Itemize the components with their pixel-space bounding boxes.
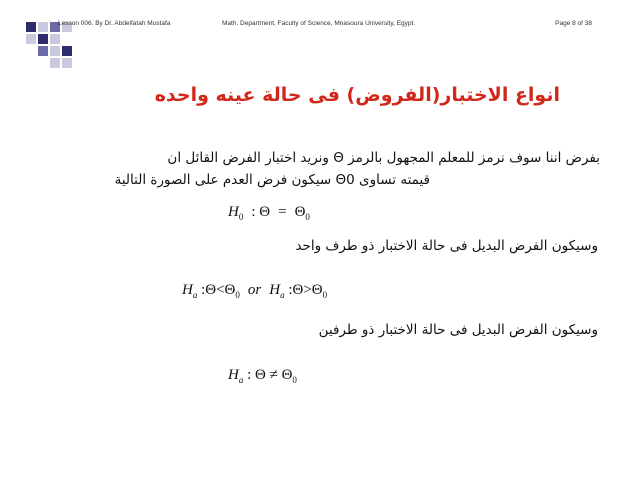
- body-line-2: قيمته تساوى Θ0 سيكون فرض العدم على الصورة التالية: [114, 172, 430, 188]
- header-page-number: Page 8 of 38: [555, 20, 592, 27]
- formula-one-sided: $H_a$ $:\Theta<\Theta_0$ or $H_a$ $:\Theta>\Theta_0$: [182, 282, 328, 300]
- formula-null-hypothesis: $H_0$ : $\Theta = \Theta_0$: [228, 204, 310, 222]
- body-line-1: بفرض اننا سوف نرمز للمعلم المجهول بالرمز Θ ونريد اختبار الفرض القائل ان: [167, 150, 600, 166]
- slide-title: انواع الاختبار(الفروض) فى حالة عينه واحده: [154, 84, 560, 106]
- header-lesson: Lesson 006. By Dr. Abdelfatah Mustafa: [58, 20, 171, 27]
- header-department: Math. Department, Faculty of Science, Mnasoura University, Egypt.: [222, 20, 416, 27]
- formula-two-sided: $H_a$ : $\Theta \ne \Theta_0$: [228, 367, 297, 385]
- slide-header: [0, 20, 638, 32]
- body-line-3: وسيكون الفرض البديل فى حالة الاختبار ذو طرف واحد: [295, 238, 598, 254]
- body-line-4: وسيكون الفرض البديل فى حالة الاختبار ذو طرفين: [318, 322, 598, 338]
